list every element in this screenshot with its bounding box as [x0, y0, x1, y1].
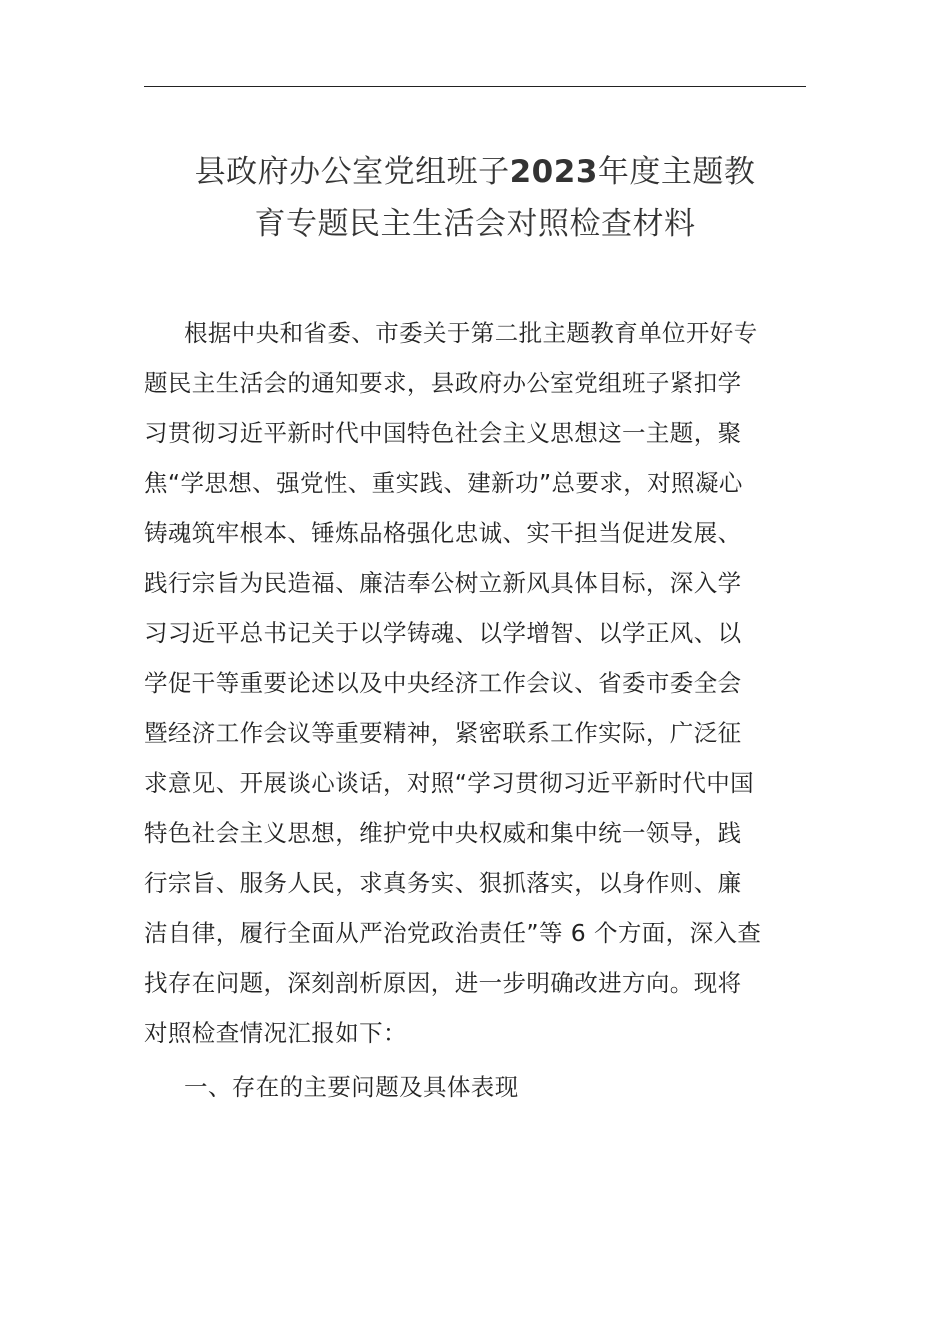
section-heading: 一、存在的主要问题及具体表现	[184, 1073, 519, 1101]
paragraph-line: 行宗旨、服务人民，求真务实、狠抓落实，以身作则、廉	[144, 869, 742, 897]
header-rule	[144, 86, 806, 87]
paragraph-line: 求意见、开展谈心谈话，对照“学习贯彻习近平新时代中国	[144, 769, 755, 797]
paragraph-line: 焦“学思想、强党性、重实践、建新功”总要求，对照凝心	[144, 469, 743, 497]
body-paragraph	[144, 308, 806, 1058]
paragraph-line: 找存在问题，深刻剖析原因，进一步明确改进方向。现将	[144, 969, 742, 997]
paragraph-line: 学促干等重要论述以及中央经济工作会议、省委市委全会	[144, 669, 742, 697]
paragraph-line: 暨经济工作会议等重要精神，紧密联系工作实际，广泛征	[144, 719, 742, 747]
paragraph-line: 根据中央和省委、市委关于第二批主题教育单位开好专	[184, 319, 758, 347]
paragraph-line: 洁自律，履行全面从严治党政治责任”等 6 个方面，深入查	[144, 919, 762, 947]
paragraph-line: 对照检查情况汇报如下：	[144, 1019, 407, 1047]
paragraph-line: 习贯彻习近平新时代中国特色社会主义思想这一主题，聚	[144, 419, 742, 447]
title-line2: 育专题民主生活会对照检查材料	[254, 206, 696, 242]
document-title	[144, 146, 806, 250]
paragraph-line: 践行宗旨为民造福、廉洁奉公树立新风具体目标，深入学	[144, 569, 742, 597]
paragraph-line: 题民主生活会的通知要求，县政府办公室党组班子紧扣学	[144, 369, 742, 397]
paragraph-line: 特色社会主义思想，维护党中央权威和集中统一领导，践	[144, 819, 742, 847]
title-part2: 年度主题教	[597, 154, 756, 190]
title-year: 2023	[509, 154, 598, 190]
paragraph-line: 习习近平总书记关于以学铸魂、以学增智、以学正风、以	[144, 619, 742, 647]
paragraph-line: 铸魂筑牢根本、锤炼品格强化忠诚、实干担当促进发展、	[144, 519, 742, 547]
title-part1: 县政府办公室党组班子	[194, 154, 510, 190]
